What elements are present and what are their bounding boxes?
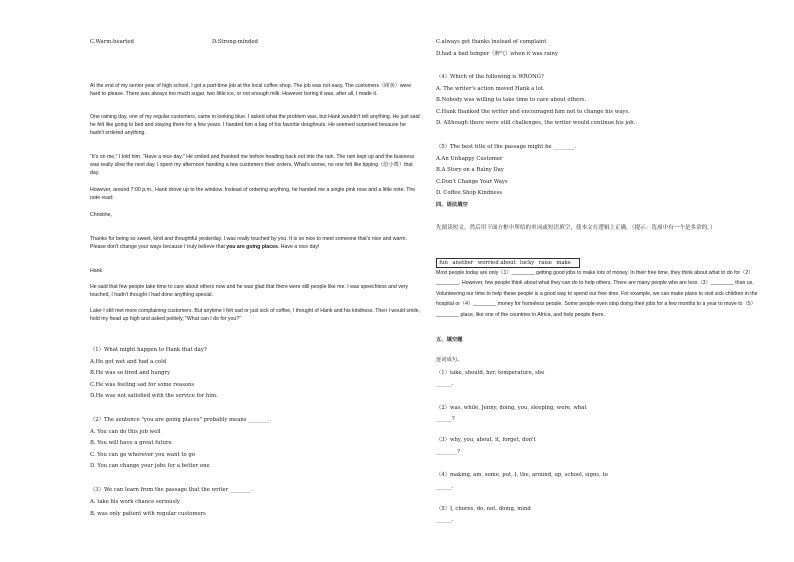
- note-signature: Hank: [90, 268, 103, 274]
- note-body-bold: you are going places: [226, 243, 278, 250]
- section4-instructions: 先阅读短文，然后用下面方框中所给的单词或短语填空，使本文在逻辑上正确。（提示：选项中有一个是多余的。）: [436, 225, 716, 231]
- section5-instructions: 连词成句。: [436, 357, 463, 363]
- option-c-top: C.Warm-hearted: [90, 39, 134, 45]
- item-2-words: （2）was, while, Jenny, doing, you, sleeping, were, what: [436, 405, 587, 411]
- q1-stem: （1）What might happen to Hank that day?: [90, 347, 207, 353]
- word-option: fun: [439, 260, 448, 266]
- note-body-start: Thanks for being so sweet, kind and thoughtful yesterday. I was really touched by you. It is so nice to meet someone that's nice and warm. Please don't change your ways because I truly believe that: [90, 236, 407, 250]
- note-salutation: Christine,: [90, 212, 112, 218]
- q2-option-a: A. You can do this job well: [90, 429, 161, 435]
- passage2-paragraph-1: He said that few people take time to care about others now and he was glad that there were still people like me. I was speechless and very touched, I hadn't thought I had done anything special.: [90, 284, 409, 298]
- item-1-words: （1）take, should, her, temperature, she: [436, 370, 545, 376]
- item-3-blank[interactable]: ________?: [436, 449, 461, 455]
- q1-option-a: A.He got wet and had a cold: [90, 359, 167, 365]
- q3-option-d: D.had a bad temper（脾气）when it was rainy: [436, 51, 558, 57]
- q5-option-b: B.A Story on a Rainy Day: [436, 167, 504, 173]
- q1-option-c: C.He was feeling sad for some reasons: [90, 382, 195, 388]
- q2-option-c: C. You can go wherever you want to go: [90, 452, 195, 458]
- item-4-words: （4）making, am, some, put, I, the, around, up, school, signs, to: [436, 472, 608, 478]
- passage2-paragraph-2: Later I still met more complaining customers. But anytime I felt sad or just sick of coffee, I thought of Hank and his kindness. Then I would smile, hold my head up high and asked politely, "What can I do for you?": [90, 308, 420, 322]
- word-option: make: [556, 260, 571, 266]
- q1-option-d: D.He was not satisfied with the service for him.: [90, 393, 218, 399]
- q1-option-b: B.He was so tired and hungry: [90, 370, 171, 376]
- q2-stem: （2）The sentence "you are going places" probably means ________.: [90, 417, 272, 423]
- word-box: [436, 258, 580, 268]
- word-option: worried about: [477, 260, 516, 266]
- q5-stem: （5）The best title of the passage might be ________.: [436, 144, 577, 150]
- q4-option-a: A. The writer's action moved Hank a lot.: [436, 86, 545, 92]
- item-4-blank[interactable]: ______.: [436, 484, 454, 490]
- item-1-blank[interactable]: ______.: [436, 381, 454, 387]
- q4-option-d: D. Although there were still challenges, the writer would continue his job.: [436, 120, 636, 126]
- q2-option-d: D. You can change your jobs for a better one: [90, 463, 210, 469]
- q5-option-d: D. Coffee Shop Kindness: [436, 190, 503, 196]
- q4-option-c: C.Hank thanked the writer and encouraged him not to change his ways.: [436, 109, 630, 115]
- item-5-blank[interactable]: ______.: [436, 517, 454, 523]
- option-d-top: D.Strong-minded: [212, 39, 258, 45]
- cloze-passage: Most people today are only（1）________ getting good jobs to make lots of money. In their free time, they think about what to do for（2）________. However, few people think about what they can do to help others. There are many people who are less（3）________ than us. Volunteering our time to help these people is a good way to spend our free time. For example, we can make plans to visit sick children in the hospital or（4）________ money for homeless people. Some people even stop doing their jobs for a few months to a year to move to（5）________ place, like one of the countries in Africa, and help people there.: [436, 270, 758, 318]
- passage-paragraph-1: At the end of my senior year of high school, I got a part-time job at the local coffee shop. The job was not easy. The customers（顾客）were hard to please. There was always too much sugar, two little ice, or not enough milk. However boring it was, after all, I made it.: [90, 83, 412, 97]
- q3-option-a: A. take his work chance seriously: [90, 499, 180, 505]
- section5-title: 五、填空题: [436, 337, 463, 343]
- q3-option-b: B. was only patient with regular customers: [90, 511, 206, 517]
- passage-paragraph-4: However, around 7:00 p.m., Hank drove up to the window. Instead of ordering anything, he handed me a single pink rose and a little note. The note read:: [90, 187, 416, 201]
- item-5-words: （5）I, chores, do, not, doing, mind: [436, 506, 531, 512]
- note-body: [90, 236, 420, 252]
- q4-option-b: B.Nobody was willing to take time to care about others.: [436, 97, 587, 103]
- word-option: lucky: [520, 260, 535, 266]
- word-option: raise: [538, 260, 552, 266]
- word-option: another: [452, 260, 474, 266]
- passage-paragraph-2: One raining day, one of my regular customers, came in looking blue. I asked what the problem was, but Hank wouldn't tell anything. He just said he felt like going to bed and staying there for a few years. I handed him a bag of his favorite doughnuts. He seemed surprised because he hadn't ordered anything.: [90, 114, 420, 136]
- section4-title: 四、语法填空: [436, 202, 468, 208]
- q3-stem: （3）We can learn from the passage that the writer ________.: [90, 487, 253, 493]
- q3-option-c: C.always get thanks instead of complaint: [436, 39, 547, 45]
- q5-option-a: A.An Unhappy Customer: [436, 156, 503, 162]
- item-2-blank[interactable]: ______?: [436, 416, 455, 422]
- q5-option-c: C.Don't Change Your Ways: [436, 179, 508, 185]
- item-3-words: （3）why, you, about, it, forget, don't: [436, 437, 536, 443]
- q2-option-b: B. You will have a great future: [90, 440, 172, 446]
- note-body-end: . Have a nice day!: [277, 243, 320, 250]
- passage-paragraph-3: "It's on me," I told him. "Have a nice day." He smiled and thanked me before heading back out into the rain. The rain kept up and the business was really slow the next day. I spent my afternoon handing a few customers their orders. What's worse, no one felt like tipping（给小费）that day.: [90, 154, 415, 176]
- q4-stem: （4）Which of the following is WRONG?: [436, 74, 544, 80]
